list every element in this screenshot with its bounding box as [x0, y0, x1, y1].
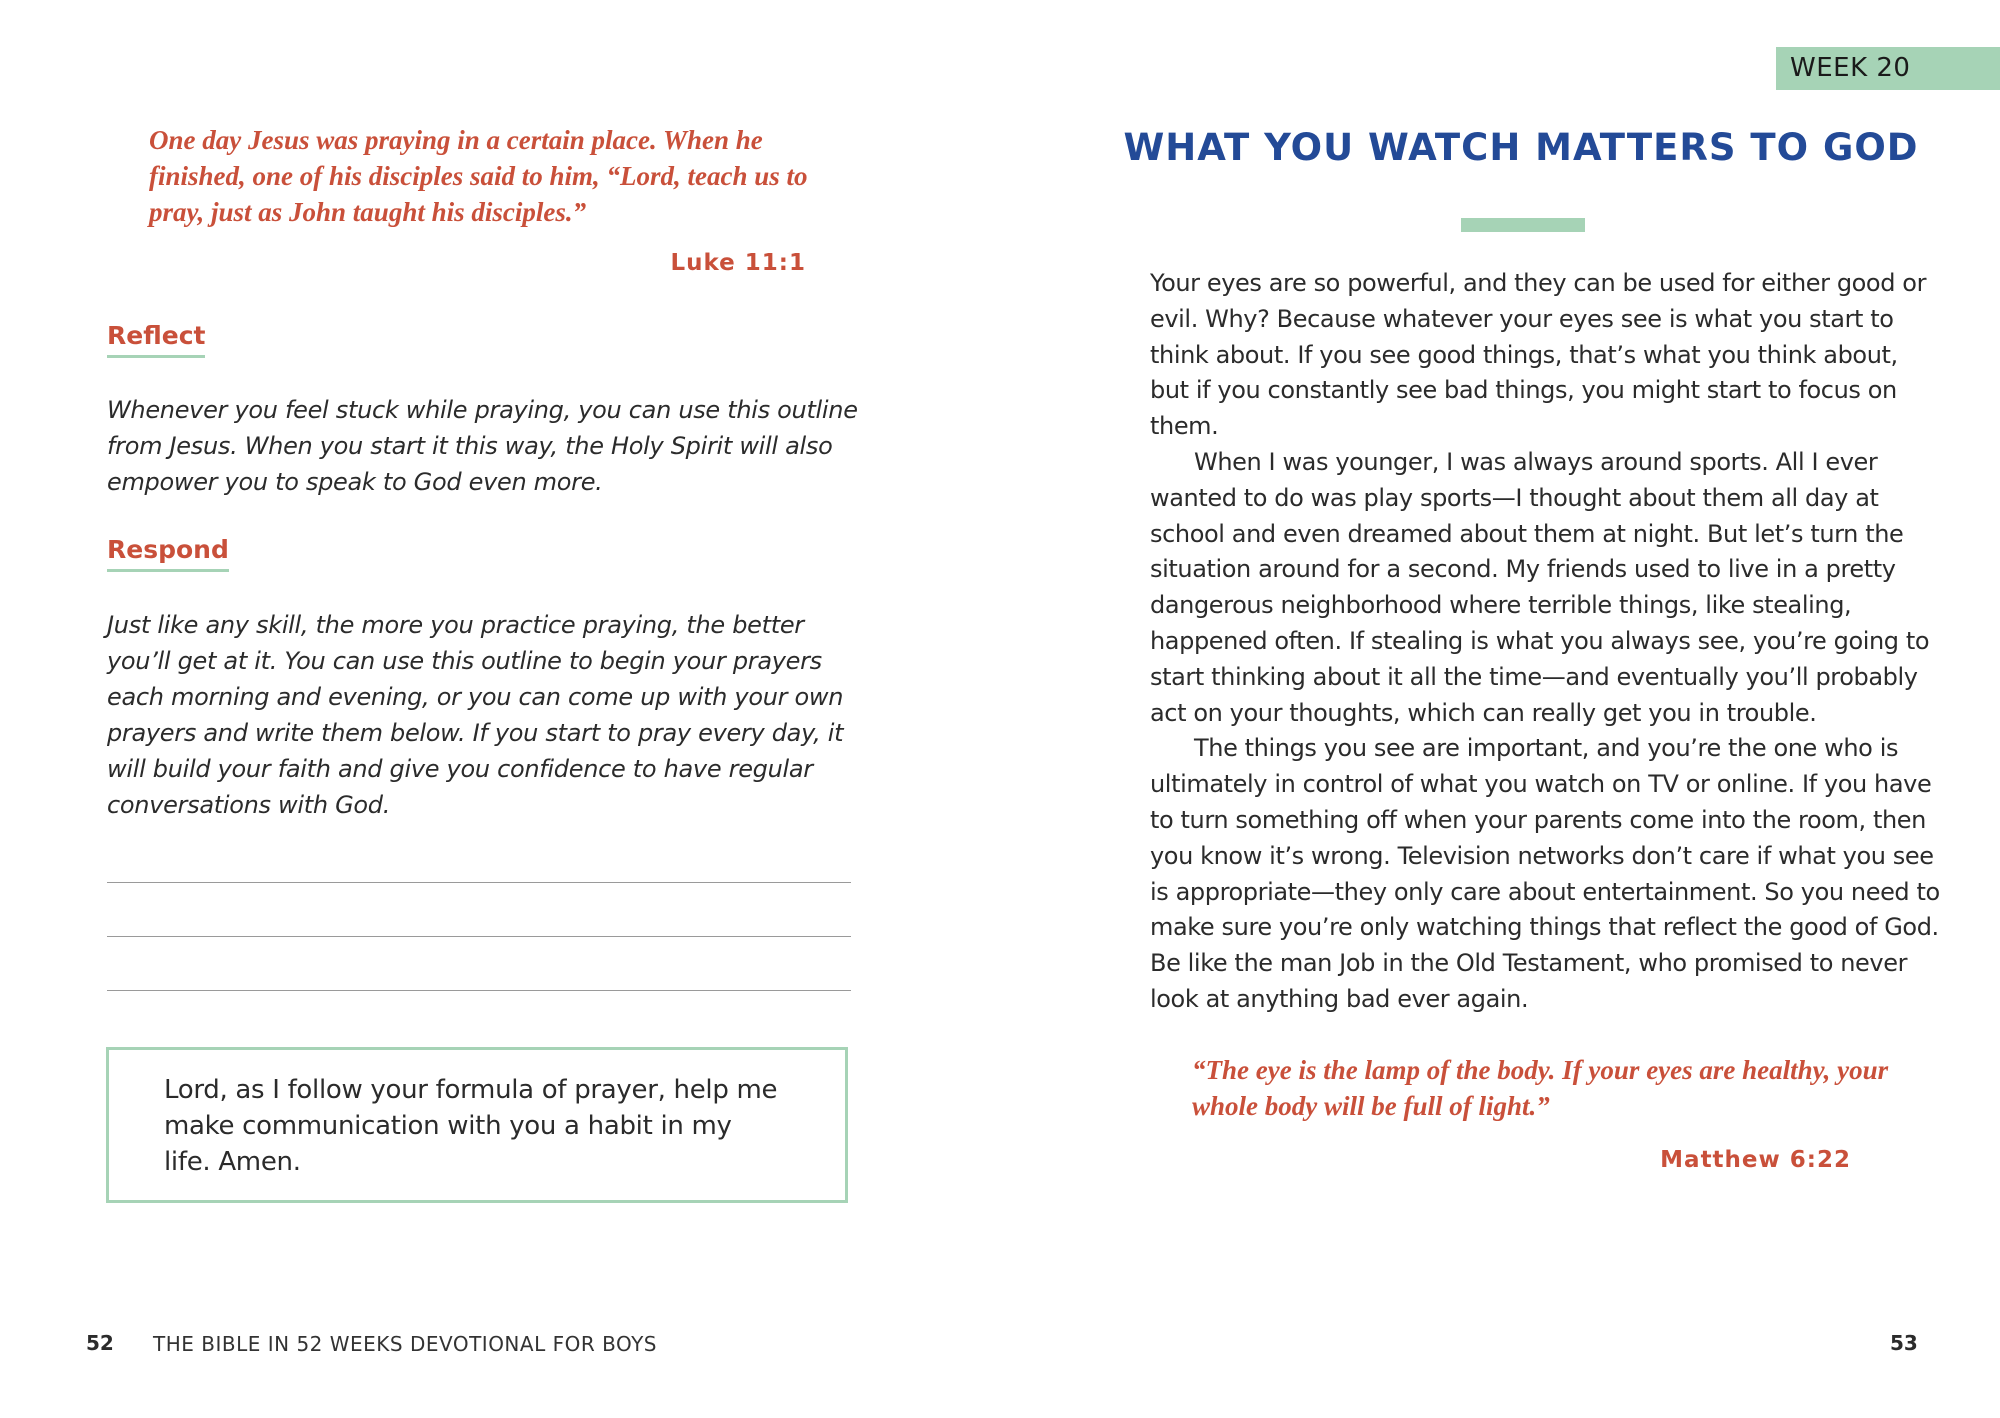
body-paragraph: When I was younger, I was always around sports. All I ever wanted to do was play sports—I thought about them all day at school and even dreamed about them at night. But let’s turn the situation around for a second. My friends used to live in a pretty dangerous neighborhood where terrible things, like stealing, happened often. If stealing is what you always see, you’re going to start thinking about it all the time—and eventually you’ll probably act on your thoughts, which can really get you in trouble.: [1150, 447, 1930, 727]
closing-verse-reference: Matthew 6:22: [1660, 1147, 1851, 1173]
right-page: [1000, 0, 2000, 1418]
prayer-box: [106, 1047, 848, 1203]
page-title: WHAT YOU WATCH MATTERS TO GOD: [1123, 126, 1919, 169]
body-paragraph: Your eyes are so powerful, and they can be used for either good or evil. Why? Because whatever your eyes see is what you start to think about. If you see good things, that’s what you think about, but if you constantly see bad things, you might start to focus on them.: [1150, 269, 1927, 441]
reflect-heading: Reflect: [107, 321, 205, 358]
prayer-text: Lord, as I follow your formula of prayer, help me make communication with you a habit in my life. Amen.: [164, 1075, 778, 1177]
respond-text: Just like any skill, the more you practice praying, the better you’ll get at it. You can use this outline to begin your prayers each morning and evening, or you can come up with your own prayers and write them below. If you start to pray every day, it will build your faith and give you confidence to have regular conversations with God.: [107, 611, 844, 819]
page-number-right: 53: [1890, 1331, 1918, 1355]
week-tab: [1776, 47, 2000, 90]
devotional-body: [1150, 266, 1940, 1018]
opening-verse: One day Jesus was praying in a certain place. When he finished, one of his disciples said to him, “Lord, teach us to pray, just as John taught his disciples.”: [149, 125, 808, 227]
reflect-text: Whenever you feel stuck while praying, you can use this outline from Jesus. When you start it this way, the Holy Spirit will also empower you to speak to God even more.: [107, 396, 858, 496]
writing-line[interactable]: [107, 936, 851, 937]
writing-line[interactable]: [107, 882, 851, 883]
closing-verse: “The eye is the lamp of the body. If your eyes are healthy, your whole body will be full of light.”: [1192, 1055, 1889, 1121]
week-label: WEEK 20: [1790, 53, 1911, 83]
running-title: THE BIBLE IN 52 WEEKS DEVOTIONAL FOR BOYS: [153, 1332, 658, 1356]
respond-heading: Respond: [107, 535, 229, 572]
body-paragraph: The things you see are important, and you’re the one who is ultimately in control of what you watch on TV or online. If you have to turn something off when your parents come into the room, then you know it’s wrong. Television networks don’t care if what you see is appropriate—they only care about entertainment. So you need to make sure you’re only watching things that reflect the good of God. Be like the man Job in the Old Testament, who promised to never look at anything bad ever again.: [1150, 734, 1940, 1013]
page-number-left: 52: [86, 1331, 114, 1355]
title-divider: [1461, 218, 1585, 232]
opening-verse-reference: Luke 11:1: [670, 250, 806, 276]
writing-line[interactable]: [107, 990, 851, 991]
